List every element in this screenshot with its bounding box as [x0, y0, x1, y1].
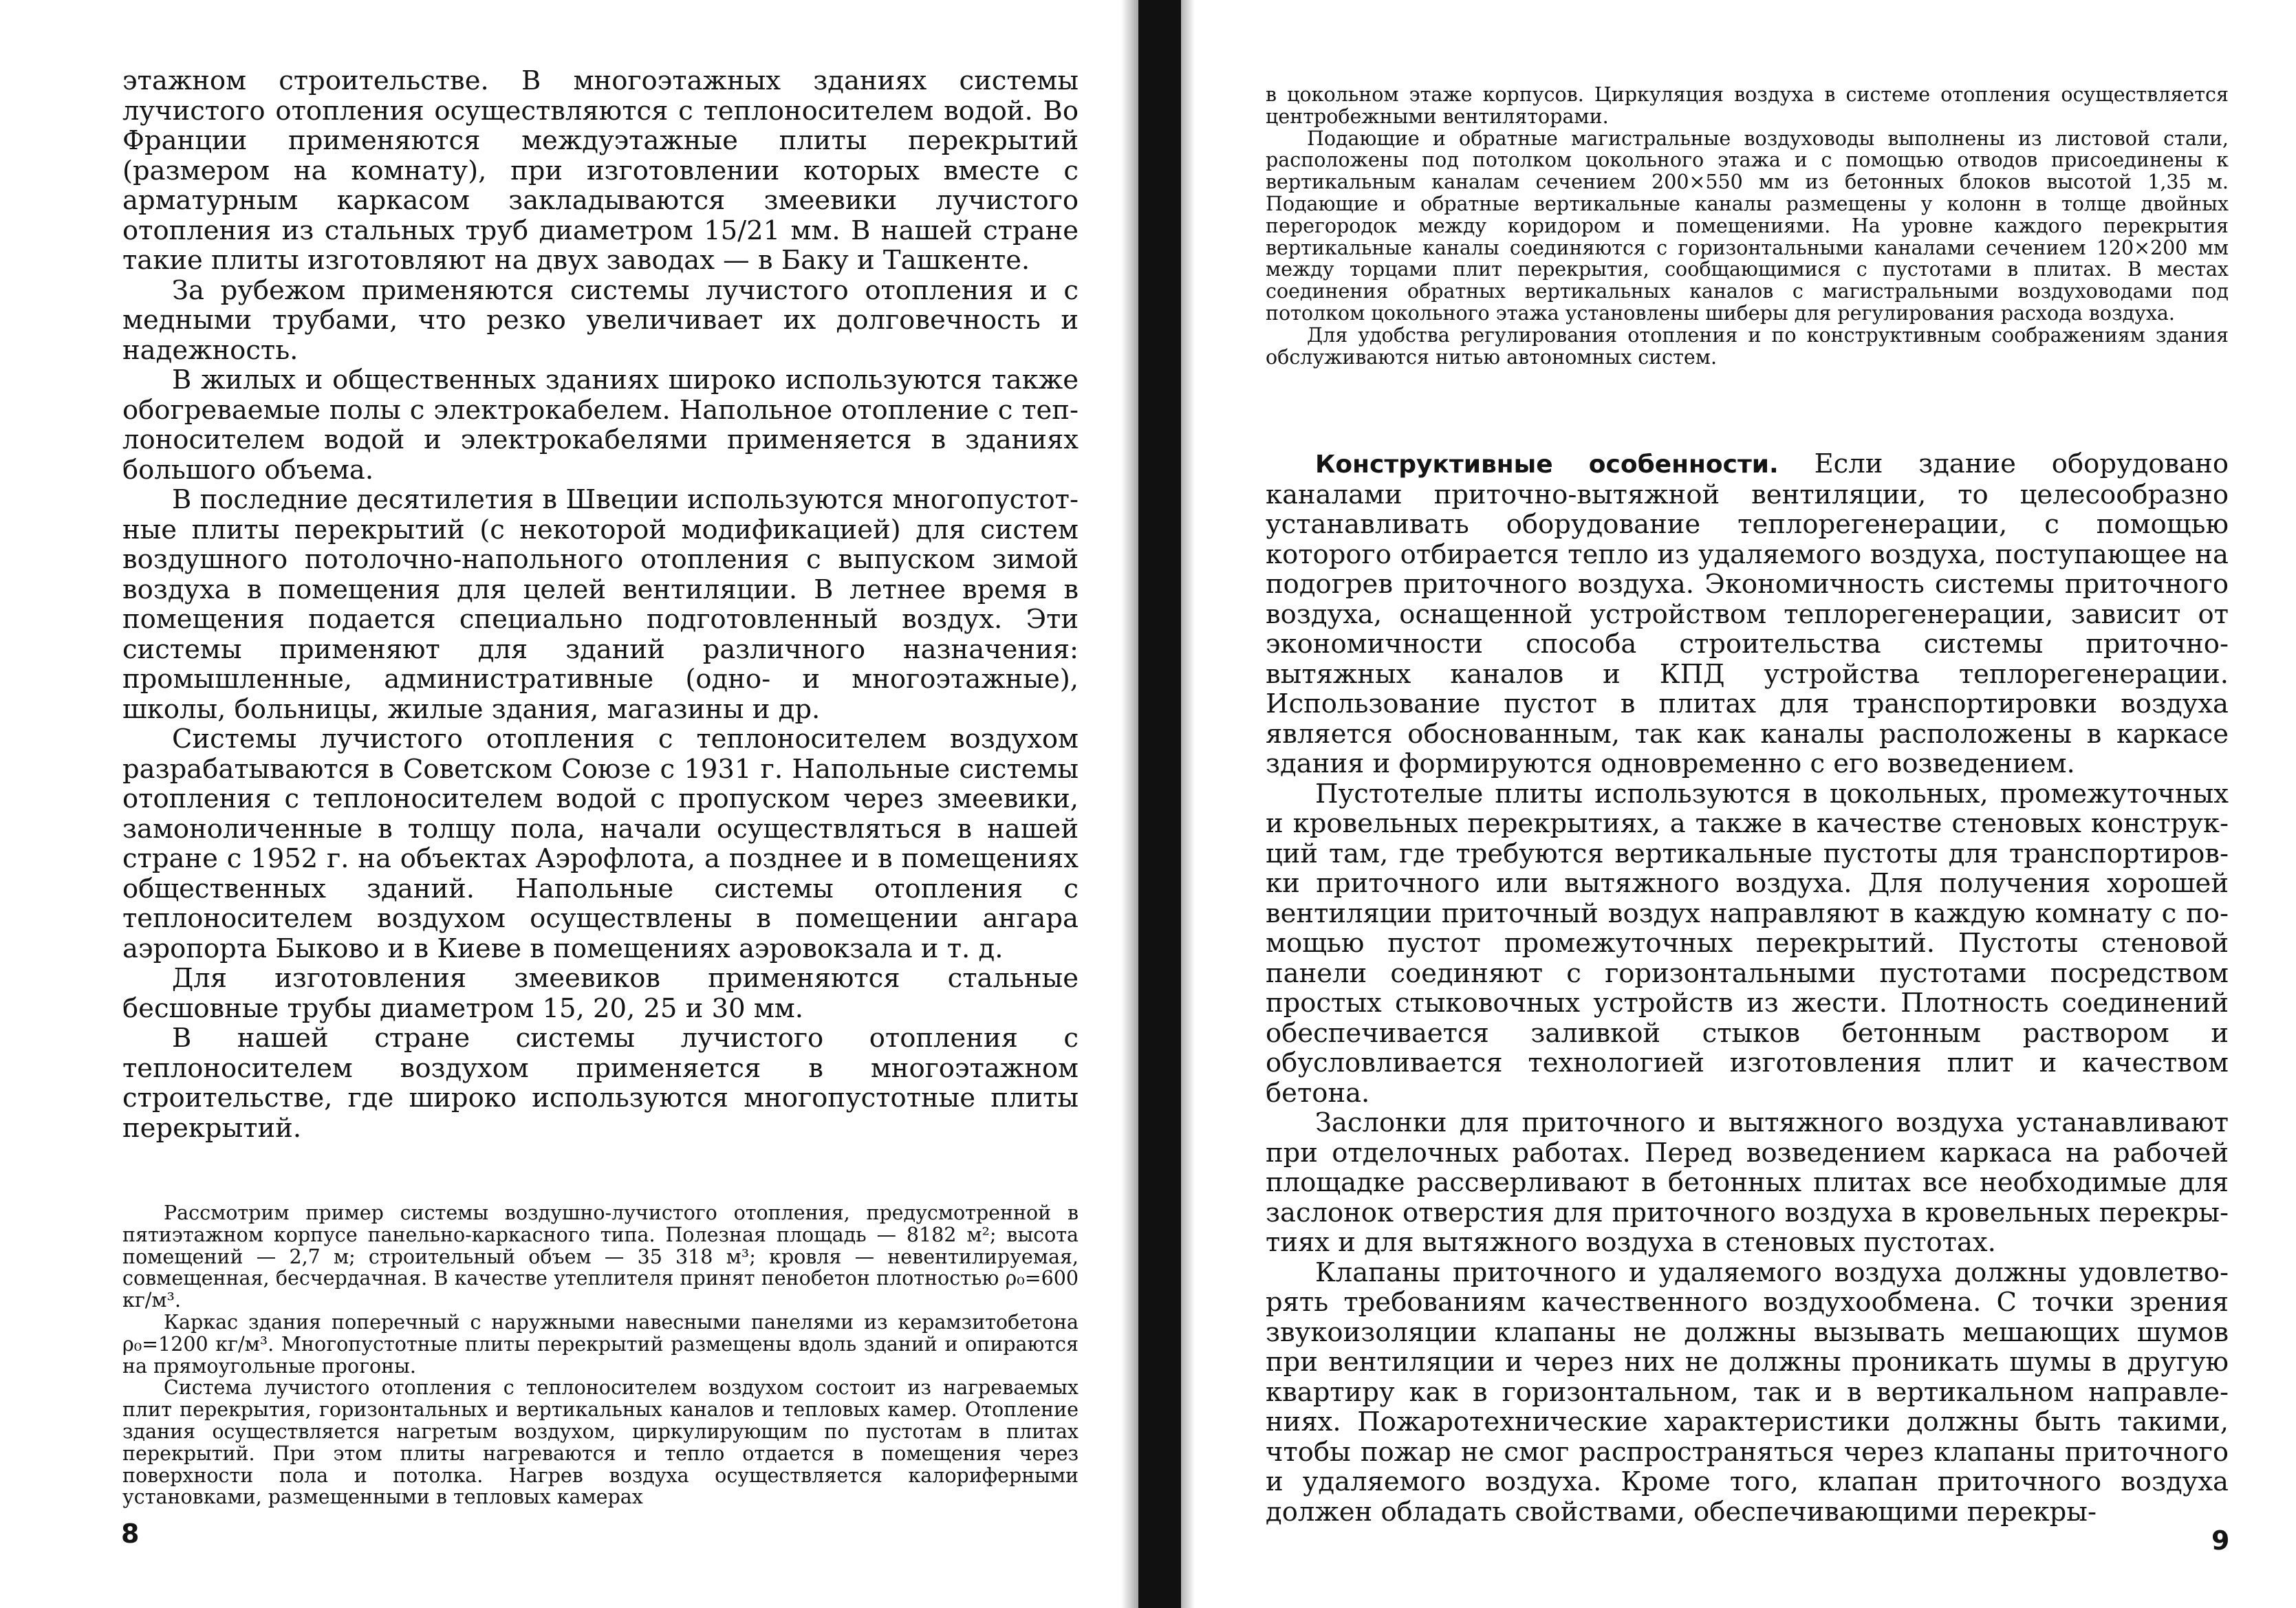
left-main-text	[122, 66, 1079, 1143]
paragraph: В нашей стране системы лучистого отопления с теплоносителем воздухом применяется в многоэтажном строительстве, где широко используются многопустотные плиты перекрытий.	[122, 1023, 1079, 1144]
left-example-text	[122, 1202, 1079, 1508]
paragraph: Клапаны приточного и удаляемого воздуха должны удовлетворять требованиям качественного воздухообмена. С точки зрения звукоизоляции клапаны не должны вызывать мешающих шумов при вентиляции и через них не должны проникать шумы в другую квартиру как в горизонтальном, так и в вертикальном направлениях. Пожаротехнические характеристики должны быть такими, чтобы пожар не смог распространяться через клапаны приточного и удаляемого воздуха. Кроме того, клапан приточного воздуха должен обладать свойствами, обеспечивающими перекры-	[1266, 1257, 2229, 1528]
small-paragraph: Рассмотрим пример системы воздушно-лучистого отопления, предусмотренной в пятиэтажном корпусе панельно-каркасного типа. Полезная площадь — 8182 м²; высота помещений — 2,7 м; строительный объем — 35 318 м³; кровля — невентилируемая, совмещенная, бесчердачная. В качестве утеплителя принят пенобетон плотностью ρ₀=600 кг/м³.	[122, 1202, 1079, 1312]
right-main-text	[1266, 449, 2229, 1527]
paragraph: Системы лучистого отопления с теплоносителем воздухом разрабатываются в Советском Союзе с 1931 г. Напольные системы отопления с теплоносителем водой с пропуском через змеевики, замоноличенные в толщу пола, начали осуществляться в нашей стране с 1952 г. на объектах Аэрофлота, а позднее и в помещениях общественных зданий. Напольные системы отопления с теплоносителем воздухом осуществлены в помещении ангара аэропорта Быково и в Киеве в помещениях аэровокзала и т. д.	[122, 724, 1079, 964]
gutter-shadow-left	[1121, 0, 1138, 1608]
small-paragraph: Для удобства регулирования отопления и по конструктивным соображениям здания обслуживаются нитью автономных систем.	[1266, 323, 2229, 369]
paragraph: Пустотелые плиты используются в цокольных, промежуточных и кровельных перекрытиях, а также в качестве стеновых конструкций там, где требуются вертикальные пустоты для транспортировки приточного или вытяжного воздуха. Для получения хорошей вентиляции приточный воздух направляют в каждую комнату с помощью пустот промежуточных перекрытий. Пустоты стеновой панели соединяют с горизонтальными пустотами посредством простых стыковочных устройств из жести. Плотность соединений обеспечивается заливкой стыков бетонным раствором и обусловливается технологией изготовления плит и качеством бетона.	[1266, 778, 2229, 1109]
small-paragraph: Система лучистого отопления с теплоносителем воздухом состоит из нагреваемых плит перекрытия, горизонтальных и вертикальных каналов и тепловых камер. Отопление здания осуществляется нагретым воздухом, циркулирующим по пустотам в плитах перекрытий. При этом плиты нагреваются и тепло отдается в помещения через поверхности пола и потолка. Нагрев воздуха осуществляется калориферными установками, размещенными в тепловых камерах	[122, 1376, 1079, 1509]
right-example-text	[1266, 84, 2229, 368]
paragraph: В последние десятилетия в Швеции используются многопустотные плиты перекрытий (с некоторой модификацией) для систем воздушного потолочно-напольного отопления с выпуском зимой воздуха в помещения для целей вентиляции. В летнее время в помещения подается специально подготовленный воздух. Эти системы применяют для зданий различного назначения: промышленные, административные (одно- и многоэтажные), школы, больницы, жилые здания, магазины и др.	[122, 484, 1079, 725]
small-paragraph: Каркас здания поперечный с наружными навесными панелями из керамзитобетона ρ₀=1200 кг/м³. Многопустотные плиты перекрытий размещены вдоль зданий и опираются на прямоугольные прогоны.	[122, 1310, 1079, 1378]
left-page	[0, 0, 1128, 1608]
page-number: 8	[121, 1519, 140, 1549]
small-paragraph: Подающие и обратные магистральные воздуховоды выполнены из листовой стали, расположены под потолком цокольного этажа и с помощью отводов присоединены к вертикальным каналам сечением 200×550 мм из бетонных блоков высотой 1,35 м. Подающие и обратные вертикальные каналы размещены у колонн в толще двойных перегородок между коридором и помещениями. На уровне каждого перекрытия вертикальные каналы соединяются с горизонтальными каналами сечением 120×200 мм между торцами плит перекрытия, сообщающимися с пустотами в плитах. В местах соединения обратных вертикальных каналов с магистральными воздуховодами под потолком цокольного этажа установлены шиберы для регулирования расхода воздуха.	[1266, 127, 2229, 325]
paragraph: этажном строительстве. В многоэтажных зданиях системы лучистого отопления осуществляются с теплоносителем водой. Во Франции применяются междуэтажные плиты перекрытий (размером на комнату), при изготовлении которых вместе с арматурным каркасом закладываются змеевики лучистого отопления из стальных труб диаметром 15/21 мм. В нашей стране такие плиты изготовляют на двух заводах — в Баку и Ташкенте.	[122, 65, 1079, 276]
small-paragraph: в цокольном этаже корпусов. Циркуляция воздуха в системе отопления осуществляется центробежными вентиляторами.	[1266, 83, 2229, 128]
paragraph: За рубежом применяются системы лучистого отопления и с медными трубами, что резко увеличивает их долговечность и надежность.	[122, 274, 1079, 366]
section-paragraph	[1266, 449, 2229, 779]
section-lead: Конструктивные особенности.	[1315, 450, 1779, 479]
section-lead-rest: Если здание оборудовано каналами приточно-вытяжной вентиляции, то целесообразно устанавливать оборудование теплорегенерации, с помощью которого отбирается тепло из удаляемого воздуха, поступающее на подогрев приточного воздуха. Экономичность системы приточного воздуха, оснащенной устройством теплорегенерации, зависит от экономичности способа строительства системы приточно-вытяжных каналов и КПД устройства теплорегенерации. Использование пустот в плитах для транспортировки воздуха является обоснованным, так как каналы расположены в каркасе здания и формируются одновременно с его возведением.	[1266, 448, 2229, 779]
paragraph: Для изготовления змеевиков применяются стальные бесшовные трубы диаметром 15, 20, 25 и 30 мм.	[122, 963, 1079, 1024]
paragraph: Заслонки для приточного и вытяжного воздуха устанавливают при отделочных работах. Перед возведением каркаса на рабочей площадке рассверливают в бетонных плитах все необходимые для заслонок отверстия для приточного воздуха в кровельных перекрытиях и для вытяжного воздуха в стеновых пустотах.	[1266, 1107, 2229, 1258]
page-number: 9	[2211, 1525, 2230, 1556]
right-page	[1162, 0, 2296, 1608]
paragraph: В жилых и общественных зданиях широко используются также обогреваемые полы с электрокабелем. Напольное отопление с теплоносителем водой и электрокабелями применяется в зданиях большого объема.	[122, 365, 1079, 486]
